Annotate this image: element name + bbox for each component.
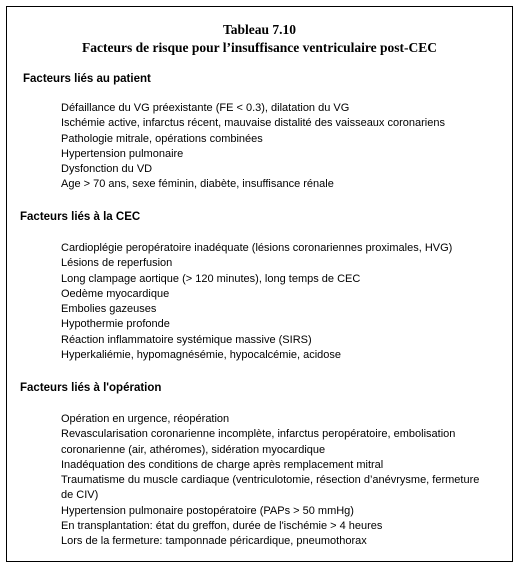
list-item: Lors de la fermeture: tamponnade péricardique, pneumothorax (61, 535, 367, 548)
list-item: Traumatisme du muscle cardiaque (ventriculotomie, résection d’anévrysme, fermeture de CIV) (61, 474, 480, 502)
section-heading: Facteurs liés à l'opération (20, 382, 162, 394)
section-heading: Facteurs liés à la CEC (20, 211, 141, 223)
table-frame (6, 6, 513, 562)
list-item: Lésions de reperfusion (61, 257, 173, 270)
table-title: Facteurs de risque pour l’insuffisance ventriculaire post-CEC (82, 40, 437, 55)
list-item: Long clampage aortique (> 120 minutes), long temps de CEC (61, 272, 361, 285)
list-item: Embolies gazeuses (61, 303, 157, 316)
list-item: Réaction inflammatoire systémique massive (SIRS) (61, 333, 312, 346)
list-item: Inadéquation des conditions de charge après remplacement mitral (61, 458, 384, 471)
section-cec (7, 210, 512, 362)
table-number: Tableau 7.10 (222, 22, 297, 37)
list-item: Revascularisation coronarienne incomplète, infarctus peropératoire, embolisation coronarienne (air, athéromes), sidération myocardique (61, 428, 456, 456)
list-item: Dysfonction du VD (61, 163, 153, 176)
section-operation (7, 381, 512, 548)
section-patient (7, 72, 512, 191)
list-item: Défaillance du VG préexistante (FE < 0.3), dilatation du VG (61, 102, 350, 114)
list-item: Oedème myocardique (61, 287, 170, 300)
list-item: Ischémie active, infarctus récent, mauvaise distalité des vaisseaux coronariens (61, 117, 445, 130)
item-list (61, 241, 494, 363)
list-item: Hyperkaliémie, hypomagnésémie, hypocalcémie, acidose (61, 349, 342, 362)
list-item: Hypertension pulmonaire postopératoire (PAPs > 50 mmHg) (61, 504, 354, 517)
list-item: Cardioplégie peropératoire inadéquate (lésions coronariennes proximales, HVG) (61, 242, 453, 254)
list-item: Age > 70 ans, sexe féminin, diabète, insuffisance rénale (61, 178, 334, 191)
item-list (61, 412, 494, 550)
item-list (61, 101, 494, 193)
section-heading: Facteurs liés au patient (23, 73, 151, 85)
list-item: Opération en urgence, réopération (61, 413, 230, 425)
list-item: Hypertension pulmonaire (61, 147, 184, 160)
list-item: Hypothermie profonde (61, 318, 170, 331)
list-item: En transplantation: état du greffon, durée de l'ischémie > 4 heures (61, 520, 383, 533)
table-header (7, 21, 512, 57)
list-item: Pathologie mitrale, opérations combinées (61, 132, 263, 145)
